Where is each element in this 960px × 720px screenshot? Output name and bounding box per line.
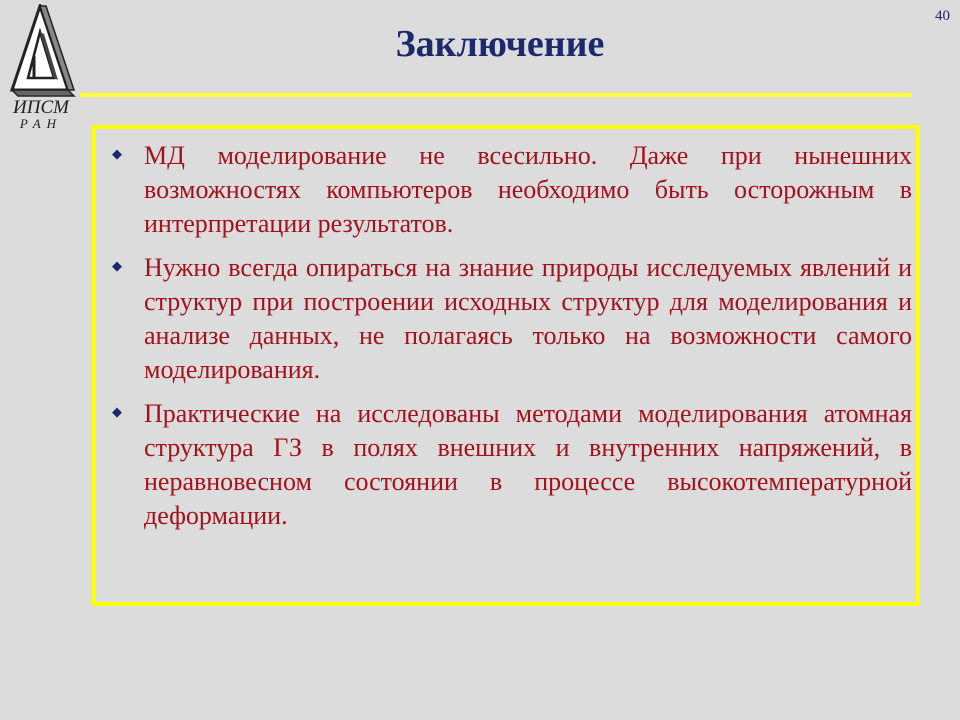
page-number: 40 xyxy=(935,8,950,24)
diamond-bullet-icon: ◆ xyxy=(112,258,122,273)
bullet-item xyxy=(108,139,912,241)
logo-text-ipsm: ИПСМ xyxy=(13,97,69,118)
bullet-item xyxy=(108,397,912,533)
logo-text-ran: РАН xyxy=(19,116,63,131)
bullet-list xyxy=(108,139,912,543)
bullet-text: Практические на исследованы методами моделирования атомная структура ГЗ в полях внешних и внутренних напряжений, в неравновесном состоянии в процессе высокотемпературной деформации. xyxy=(144,399,912,530)
bullet-item xyxy=(108,251,912,387)
bullet-text: Нужно всегда опираться на знание природы исследуемых явлений и структур при построении исходных структур для моделирования и анализе данных, не полагаясь только на возможности самого моделирования. xyxy=(144,253,912,384)
diamond-bullet-icon: ◆ xyxy=(112,146,122,161)
diamond-bullet-icon: ◆ xyxy=(112,404,122,419)
title-divider xyxy=(80,93,912,97)
content-frame xyxy=(92,125,920,606)
slide-title: Заключение xyxy=(395,23,605,65)
logo-triangle-icon xyxy=(6,4,76,98)
bullet-text: МД моделирование не всесильно. Даже при нынешних возможностях компьютеров необходимо быть осторожным в интерпретации результатов. xyxy=(144,141,912,238)
institute-logo xyxy=(6,4,76,130)
